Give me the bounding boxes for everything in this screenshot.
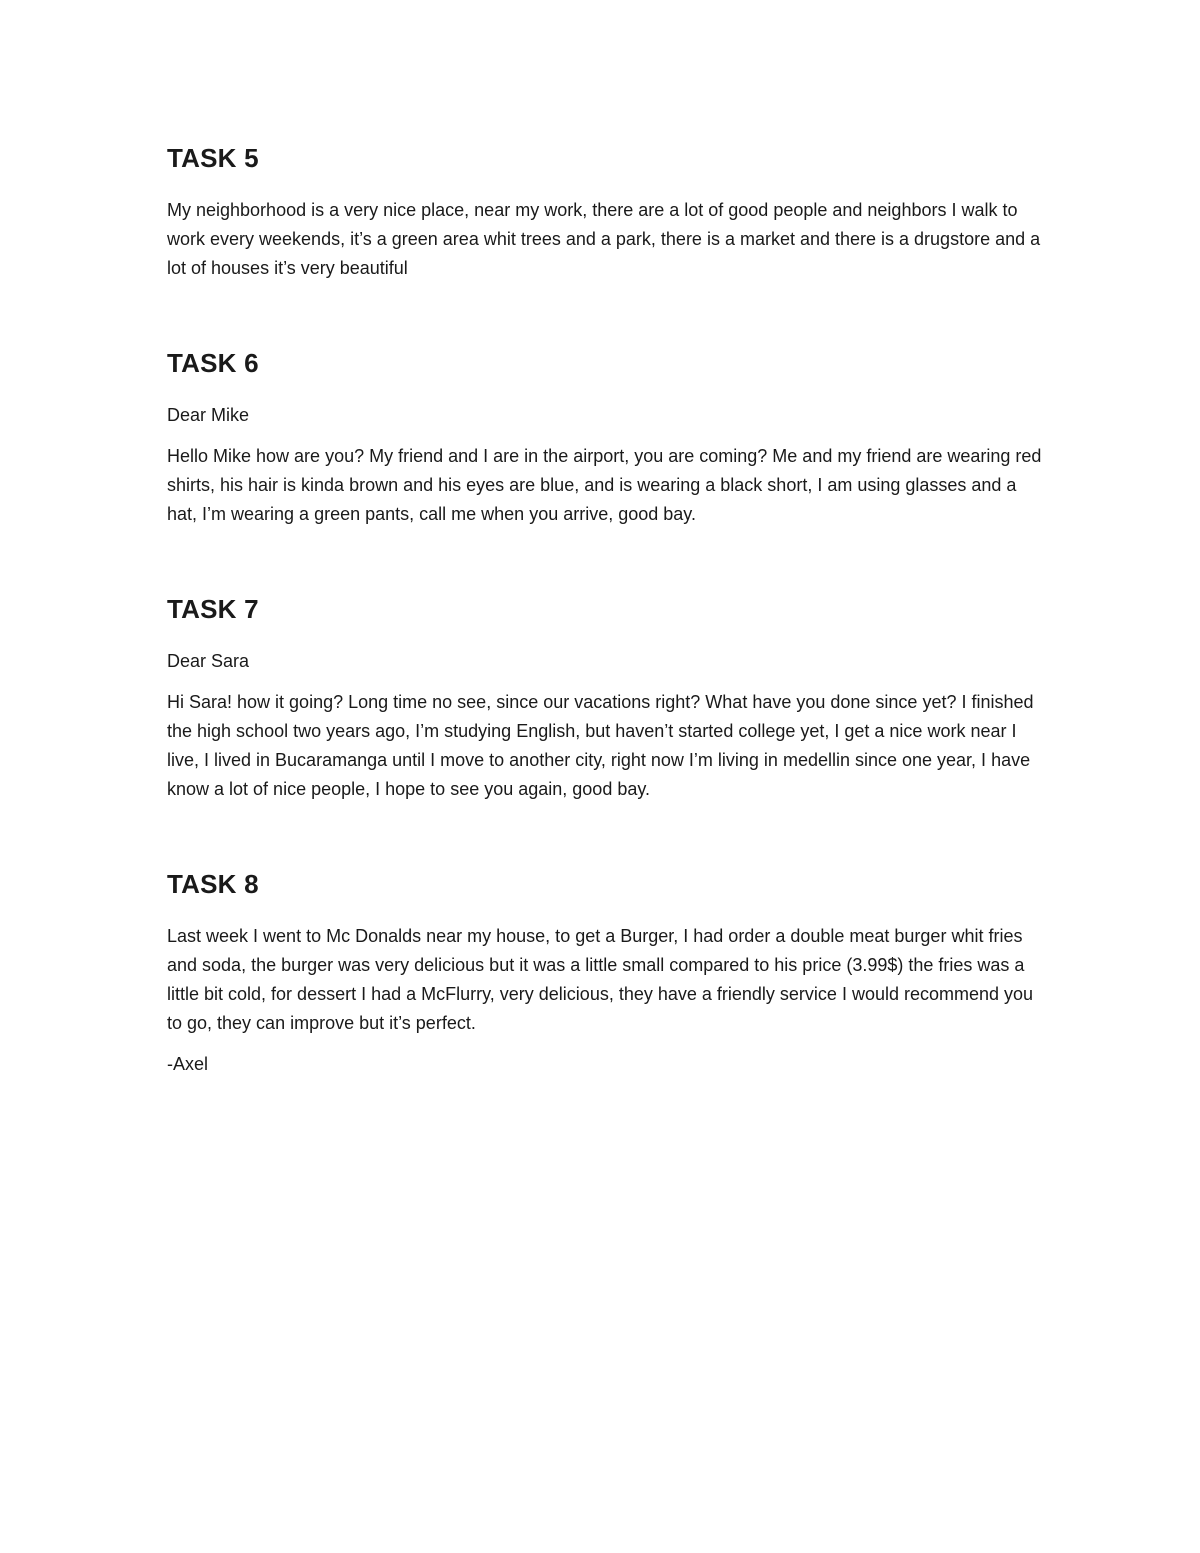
task-heading: TASK 5 (167, 143, 259, 173)
task-paragraph: Hi Sara! how it going? Long time no see, since our vacations right? What have you done since yet? I finished the high school two years ago, I’m studying English, but haven’t started college yet, I get a nice work near I live, I lived in Bucaramanga until I move to another city, right now I’m living in medellin since one year, I have know a lot of nice people, I hope to see you again, good bay. (167, 692, 1034, 799)
task-section-5 (167, 140, 1047, 295)
task-section-8 (167, 866, 1047, 1091)
task-paragraph: Hello Mike how are you? My friend and I are in the airport, you are coming? Me and my friend are wearing red shirts, his hair is kinda brown and his eyes are blue, and is wearing a black short, I am using glasses and a hat, I’m wearing a green pants, call me when you arrive, good bay. (167, 446, 1042, 524)
letter-salutation: Dear Mike (167, 405, 250, 425)
task-section-6 (167, 345, 1047, 541)
task-paragraph: Last week I went to Mc Donalds near my house, to get a Burger, I had order a double meat burger whit fries and soda, the burger was very delicious but it was a little small compared to his price (3.99$) the fries was a little bit cold, for dessert I had a McFlurry, very delicious, they have a friendly service I would recommend you to go, they can improve but it’s perfect. (167, 926, 1034, 1033)
task-heading: TASK 6 (167, 348, 259, 378)
task-paragraph: My neighborhood is a very nice place, near my work, there are a lot of good people and neighbors I walk to work every weekends, it’s a green area whit trees and a park, there is a market and there is a drugstore and a lot of houses it’s very beautiful (167, 200, 1041, 278)
task-heading: TASK 8 (167, 869, 259, 899)
signature: -Axel (167, 1054, 209, 1074)
letter-salutation: Dear Sara (167, 651, 250, 671)
task-section-7 (167, 591, 1047, 816)
task-heading: TASK 7 (167, 594, 259, 624)
